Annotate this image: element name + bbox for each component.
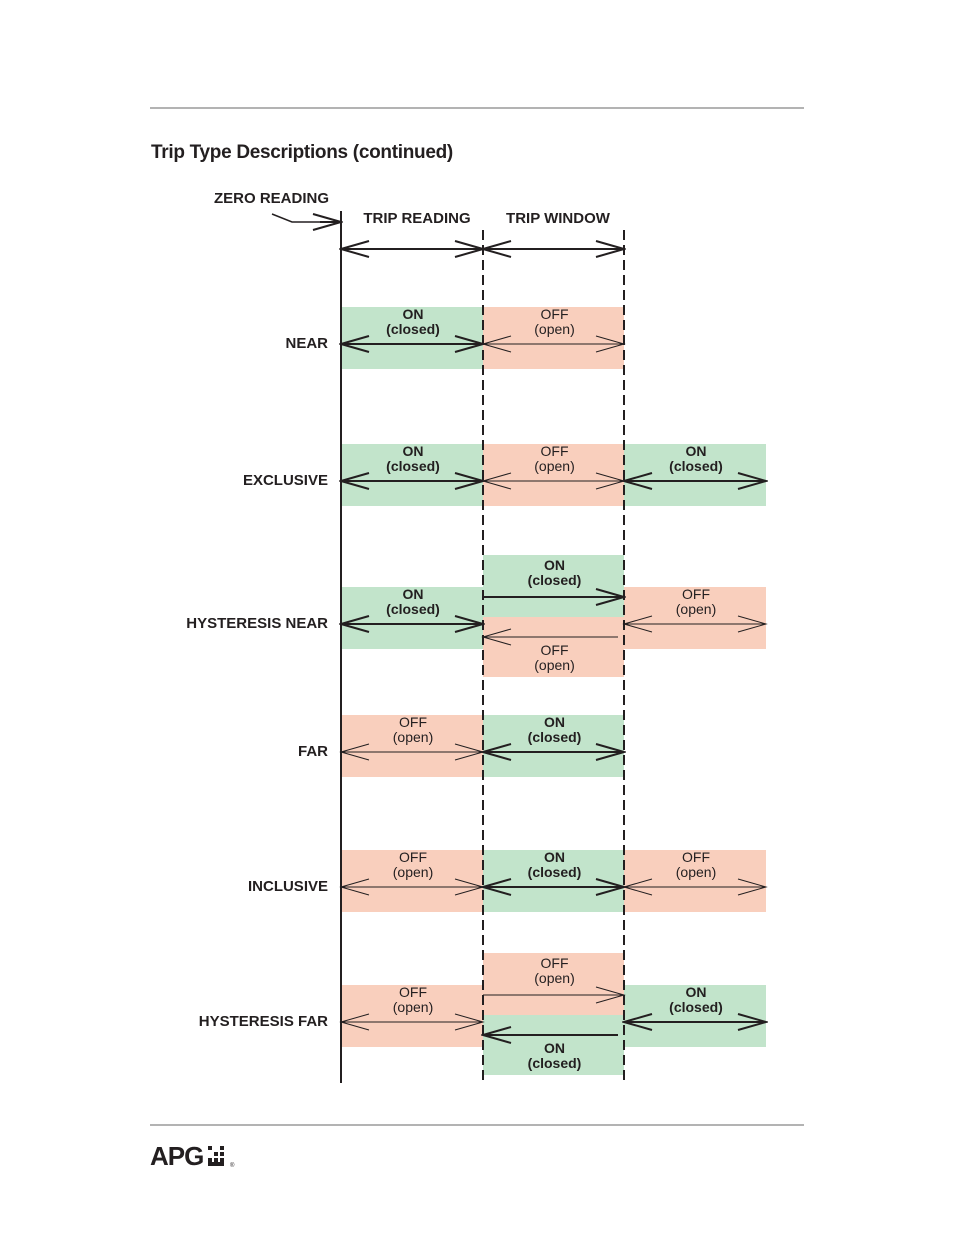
row-inclusive-trip-reading-detail: (open) bbox=[392, 864, 434, 880]
row-hysteresis-far-trip-window-upper-detail: (open) bbox=[534, 970, 575, 986]
row-hysteresis-far-beyond-window-detail: (closed) bbox=[669, 999, 723, 1015]
row-hysteresis-far-trip-window-lower-state: ON bbox=[544, 1040, 565, 1056]
logo-text: APG bbox=[150, 1141, 204, 1171]
row-near-trip-reading-state: ON bbox=[402, 306, 424, 322]
row-hysteresis-near-trip-window-upper-detail: (closed) bbox=[527, 572, 582, 588]
row-inclusive-beyond-window-detail: (open) bbox=[675, 864, 717, 880]
row-exclusive-beyond-window-state: ON bbox=[685, 443, 707, 459]
row-hysteresis-near-beyond-window-detail: (open) bbox=[675, 601, 717, 617]
page-title: Trip Type Descriptions (continued) bbox=[151, 142, 453, 163]
row-near-trip-reading-detail: (closed) bbox=[386, 321, 440, 337]
apg-logo bbox=[150, 1140, 240, 1177]
row-inclusive-trip-window-state: ON bbox=[544, 849, 565, 865]
row-inclusive-beyond-window-state: OFF bbox=[682, 849, 710, 865]
logo-dot bbox=[220, 1146, 224, 1150]
row-hysteresis-near-trip-window-lower-detail: (open) bbox=[534, 657, 575, 673]
registered-mark: ® bbox=[230, 1163, 235, 1169]
row-near-trip-window-detail: (open) bbox=[534, 321, 575, 337]
row-near-trip-window-state: OFF bbox=[540, 306, 569, 322]
row-hysteresis-far-label: HYSTERESIS FAR bbox=[198, 1013, 328, 1030]
row-hysteresis-near-label: HYSTERESIS NEAR bbox=[186, 615, 328, 632]
row-exclusive-label: EXCLUSIVE bbox=[242, 472, 328, 489]
row-inclusive-label: INCLUSIVE bbox=[247, 878, 328, 895]
logo-dot-base bbox=[208, 1162, 224, 1166]
row-far-trip-window-state: ON bbox=[544, 714, 565, 730]
row-exclusive-beyond-window-detail: (closed) bbox=[669, 458, 723, 474]
row-hysteresis-far-trip-reading-detail: (open) bbox=[392, 999, 434, 1015]
row-exclusive-trip-reading-state: ON bbox=[402, 443, 424, 459]
zero-reading-leader bbox=[272, 214, 320, 222]
trip-reading-header: TRIP READING bbox=[363, 210, 471, 227]
row-far-trip-reading-detail: (open) bbox=[392, 729, 434, 745]
row-exclusive-trip-reading-detail: (closed) bbox=[386, 458, 440, 474]
row-hysteresis-near-trip-window-upper-state: ON bbox=[544, 557, 565, 573]
logo-dot-mark-icon bbox=[208, 1146, 224, 1166]
row-hysteresis-far-trip-window-upper-state: OFF bbox=[540, 955, 569, 971]
row-hysteresis-near-trip-reading-state: ON bbox=[402, 586, 424, 602]
row-far-trip-window-detail: (closed) bbox=[527, 729, 582, 745]
row-far-label: FAR bbox=[298, 743, 328, 760]
row-inclusive-trip-reading-state: OFF bbox=[399, 849, 427, 865]
row-hysteresis-far-trip-reading-state: OFF bbox=[399, 984, 427, 1000]
row-far-trip-reading-state: OFF bbox=[399, 714, 427, 730]
row-inclusive-trip-window-detail: (closed) bbox=[527, 864, 582, 880]
logo-dot bbox=[220, 1152, 224, 1156]
logo-dot bbox=[214, 1158, 218, 1162]
row-hysteresis-near-trip-reading-detail: (closed) bbox=[386, 601, 440, 617]
logo-dot bbox=[208, 1158, 212, 1162]
row-hysteresis-near-trip-window-lower-state: OFF bbox=[540, 642, 569, 658]
row-hysteresis-far-trip-window-lower-detail: (closed) bbox=[527, 1055, 582, 1071]
row-exclusive-trip-window-state: OFF bbox=[540, 443, 569, 459]
row-exclusive-trip-window-detail: (open) bbox=[534, 458, 575, 474]
row-hysteresis-near-beyond-window-state: OFF bbox=[682, 586, 710, 602]
zero-reading-label: ZERO READING bbox=[213, 190, 329, 207]
footer-divider bbox=[150, 1124, 804, 1126]
trip-window-header: TRIP WINDOW bbox=[506, 210, 610, 227]
logo-dot bbox=[208, 1146, 212, 1150]
logo-dot bbox=[214, 1152, 218, 1156]
row-near-label: NEAR bbox=[285, 335, 328, 352]
logo-dot bbox=[220, 1158, 224, 1162]
row-hysteresis-far-beyond-window-state: ON bbox=[685, 984, 707, 1000]
